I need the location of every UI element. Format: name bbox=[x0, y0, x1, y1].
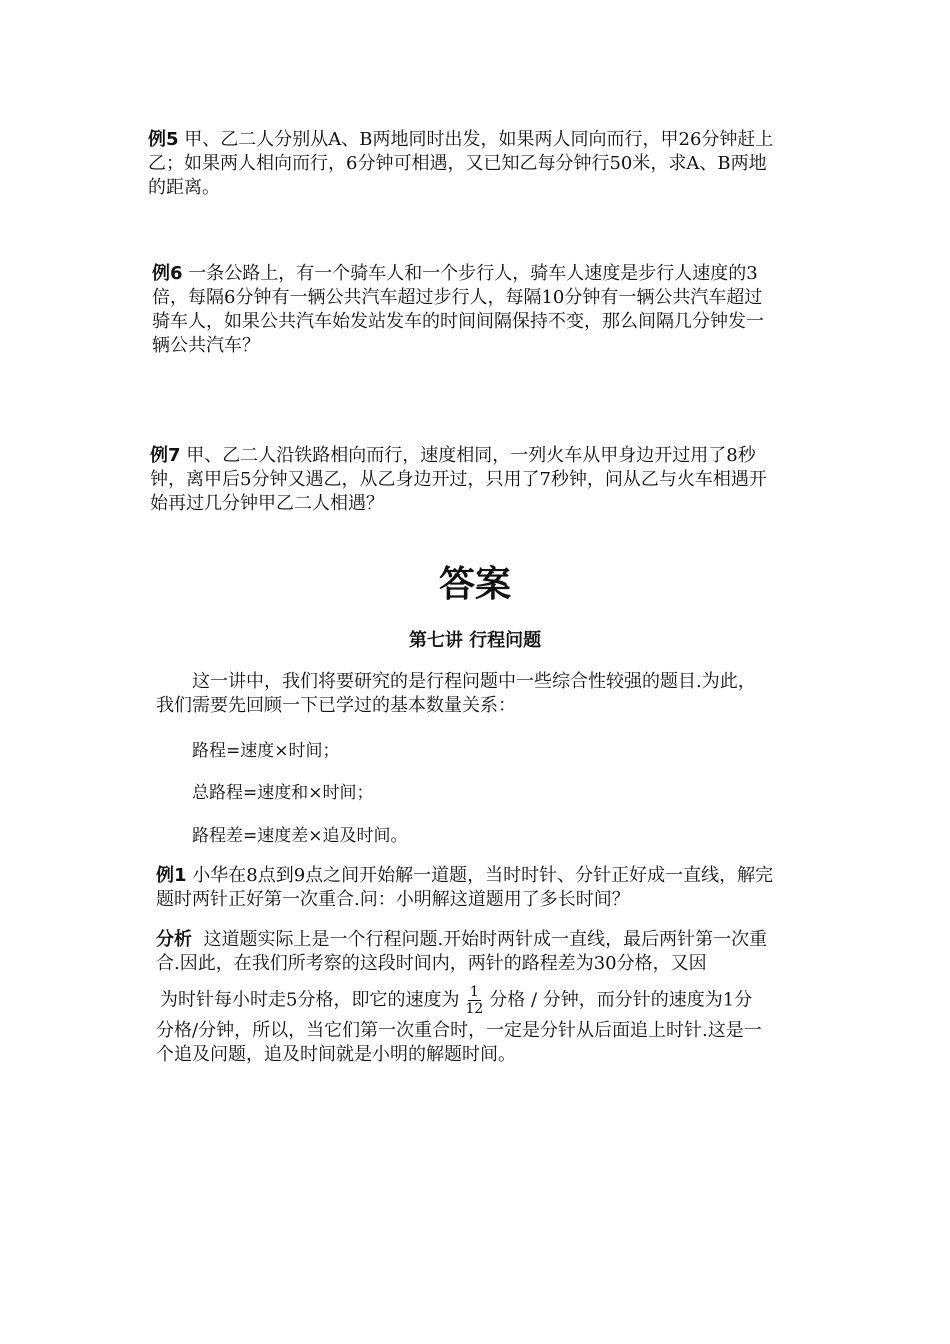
example-5-line-1: 例5 甲、乙二人分别从A、B两地同时出发，如果两人同向而行，甲26分钟赶上 bbox=[148, 129, 774, 150]
analysis-line-3: 为时针每小时走5分格，即它的速度为 $\frac{1}{12}$ 分格 / 分钟，而分针的速度为1分 bbox=[160, 984, 753, 1017]
analysis-line-2: 合.因此，在我们所考察的这段时间内，两针的路程差为30分格，又因 bbox=[156, 953, 707, 974]
example-7-line-3: 始再过几分钟甲乙二人相遇？ bbox=[150, 493, 384, 514]
lecture-title: 第七讲 行程问题 bbox=[408, 630, 542, 651]
analysis-label: 分析 bbox=[156, 929, 192, 950]
analysis-line-1: 分析 这道题实际上是一个行程问题.开始时两针成一直线，最后两针第一次重 bbox=[156, 929, 768, 950]
example-5-line-3: 的距离。 bbox=[148, 177, 220, 198]
fraction-one-twelfth: $\frac{1}{12}$ bbox=[465, 984, 484, 1017]
example-6-line-3: 骑车人，如果公共汽车始发站发车的时间间隔保持不变，那么间隔几分钟发一 bbox=[152, 311, 764, 332]
example-6-line-2: 倍，每隔6分钟有一辆公共汽车超过步行人，每隔10分钟有一辆公共汽车超过 bbox=[152, 287, 763, 308]
example-1-line-1: 例1 小华在8点到9点之间开始解一道题，当时时针、分针正好成一直线，解完 bbox=[156, 865, 774, 886]
formula-distance-difference: 路程差=速度差×追及时间。 bbox=[192, 826, 408, 846]
example-7-line-1: 例7 甲、乙二人沿铁路相向而行，速度相同，一列火车从甲身边开过用了8秒 bbox=[150, 445, 756, 466]
analysis-line-4: 分格/分钟，所以，当它们第一次重合时，一定是分针从后面追上时针.这是一 bbox=[156, 1020, 762, 1041]
intro-line-2: 我们需要先回顾一下已学过的基本数量关系： bbox=[156, 695, 516, 716]
example-5-line-2: 乙；如果两人相向而行，6分钟可相遇，又已知乙每分钟行50米，求A、B两地 bbox=[148, 153, 767, 174]
example-5-label: 例5 bbox=[148, 129, 179, 150]
example-7-line-2: 钟，离甲后5分钟又遇乙，从乙身边开过，只用了7秒钟，问从乙与火车相遇开 bbox=[150, 469, 767, 490]
example-1-line-2: 题时两针正好第一次重合.问：小明解这道题用了多长时间？ bbox=[156, 889, 630, 910]
example-6-line-1: 例6 一条公路上，有一个骑车人和一个步行人，骑车人速度是步行人速度的3 bbox=[152, 263, 758, 284]
example-7-label: 例7 bbox=[150, 445, 181, 466]
example-6-label: 例6 bbox=[152, 263, 183, 284]
example-6-line-4: 辆公共汽车？ bbox=[152, 335, 260, 356]
answer-title: 答案 bbox=[438, 564, 511, 605]
formula-total-distance: 总路程=速度和×时间； bbox=[192, 783, 374, 803]
example-1-label: 例1 bbox=[156, 865, 187, 886]
analysis-line-5: 个追及问题，追及时间就是小明的解题时间。 bbox=[156, 1044, 516, 1065]
formula-distance: 路程=速度×时间； bbox=[192, 741, 340, 761]
intro-line-1: 这一讲中，我们将要研究的是行程问题中一些综合性较强的题目.为此， bbox=[192, 671, 756, 692]
